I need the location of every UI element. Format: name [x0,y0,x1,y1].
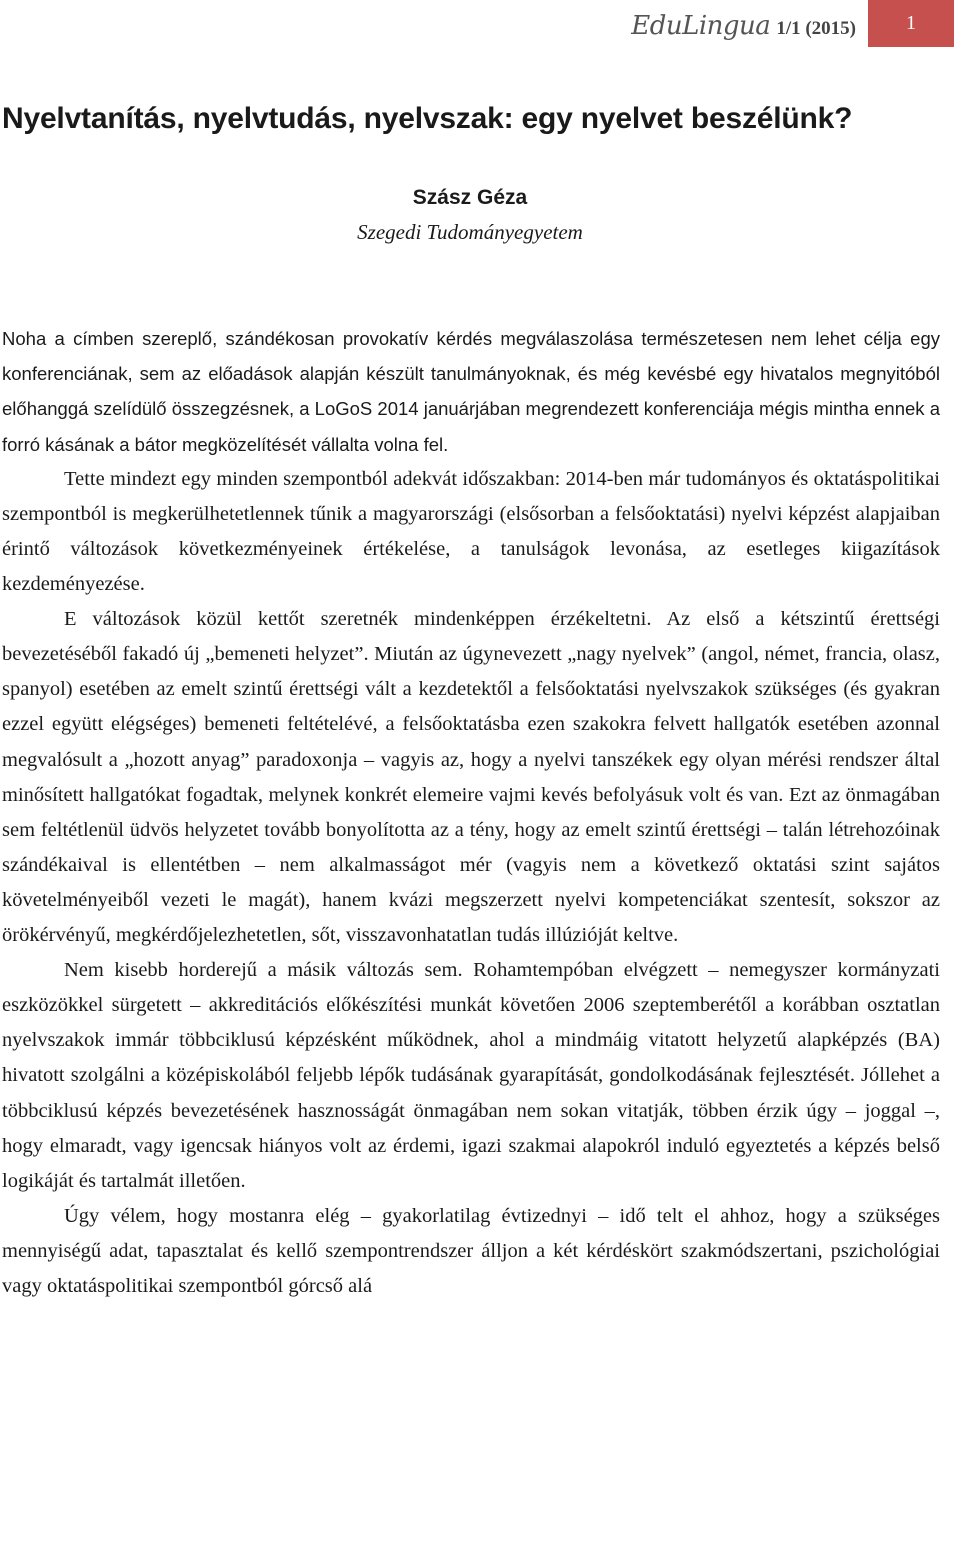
author-name: Szász Géza [412,186,528,209]
page-number: 1 [868,0,954,47]
body-paragraph: Noha a címben szereplő, szándékosan provokatív kérdés megválaszolása természetesen nem lehet célja egy konferenciának, sem az előadások alapján készült tanulmányoknak, és még kevésbé egy hivatalos megnyitóból előhanggá szelídülő összegzésnek, a LoGoS 2014 januárjában megrendezett konferenciája mégis mintha ennek a forró kásának a bátor megközelítését vállalta volna fel. [2,328,940,455]
body-paragraph: Nem kisebb horderejű a másik változás sem. Rohamtempóban elvégzett – nemegyszer kormányzati eszközökkel sürgetett – akkreditációs előkészítési munkát követően 2006 szeptemberétől a korábban osztatlan nyelvszakok immár többciklusú képzésként működnek, ahol a mindmáig vitatott helyzetű alapképzés (BA) hivatott szolgálni a középiskolából feljebb lépők tudásának gyarapítását, gondolkodásának fejlesztését. Jóllehet a többciklusú képzés bevezetésének hasznosságát önmagában nem sokan vitatják, többen érzik úgy – joggal –, hogy elmaradt, vagy igencsak hiányos volt az érdemi, igazi szakmai alapokról induló egyeztetés a képzés belső logikáját és tartalmát illetően. [2,959,940,1192]
journal-reference [631,6,856,46]
body-paragraph: Tette mindezt egy minden szempontból adekvát időszakban: 2014-ben már tudományos és oktatáspolitikai szempontból is megkerülhetetlennek tűnik a magyarországi (elsősorban a felsőoktatási) nyelvi képzést alapjaiban érintő változások következményeinek értékelése, a tanulságok levonása, az esetleges kiigazítások kezdeményezése. [2,467,940,596]
body-paragraph: E változások közül kettőt szeretnék mindenképpen érzékeltetni. Az első a kétszintű érettségi bevezetéséből fakadó új „bemeneti helyzet”. Miután az úgynevezett „nagy nyelvek” (angol, német, francia, olasz, spanyol) esetében az emelt szintű érettségi vált a kezdetektől a felsőoktatási nyelvszakok szükséges (és gyakran ezzel együtt elégséges) bemeneti feltételévé, a felsőoktatásba ezen szakokra felvett hallgatók esetében azonnal megvalósult a „hozott anyag” paradoxonja – vagyis az, hogy a nyelvi tanszékek egy olyan mérési rendszer által minősített hallgatókat fogadtak, melynek konkrét elemeire vajmi kevés befolyásuk volt és van. Ezt az önmagában sem feltétlenül üdvös helyzetet tovább bonyolította az a tény, hogy az emelt szintű érettségi – talán létrehozóinak szándékaival is ellentétben – nem alkalmasságot mér (vagyis nem a következő oktatási szint sajátos követelményeiből vezeti le magát), hanem kvázi megszerzett nyelvi kompetenciákat szentesít, sokszor az örökérvényű, megkérdőjelezhetetlen, sőt, visszavonhatatlan tudás illúzióját keltve. [2,608,940,947]
page-header [0,0,960,52]
article-body [2,321,940,1304]
author-affiliation: Szegedi Tudományegyetem [357,220,583,244]
journal-name: EduLingua [631,11,771,41]
body-paragraph: Úgy vélem, hogy mostanra elég – gyakorlatilag évtizednyi – idő telt el ahhoz, hogy a szükséges mennyiségű adat, tapasztalat és kellő szempontrendszer álljon a két kérdéskört szakmódszertani, pszichológiai vagy oktatáspolitikai szempontból górcső alá [2,1204,940,1297]
journal-issue: 1/1 (2015) [776,18,856,39]
article-title: Nyelvtanítás, nyelvtudás, nyelvszak: egy nyelvet beszélünk? [2,102,853,135]
